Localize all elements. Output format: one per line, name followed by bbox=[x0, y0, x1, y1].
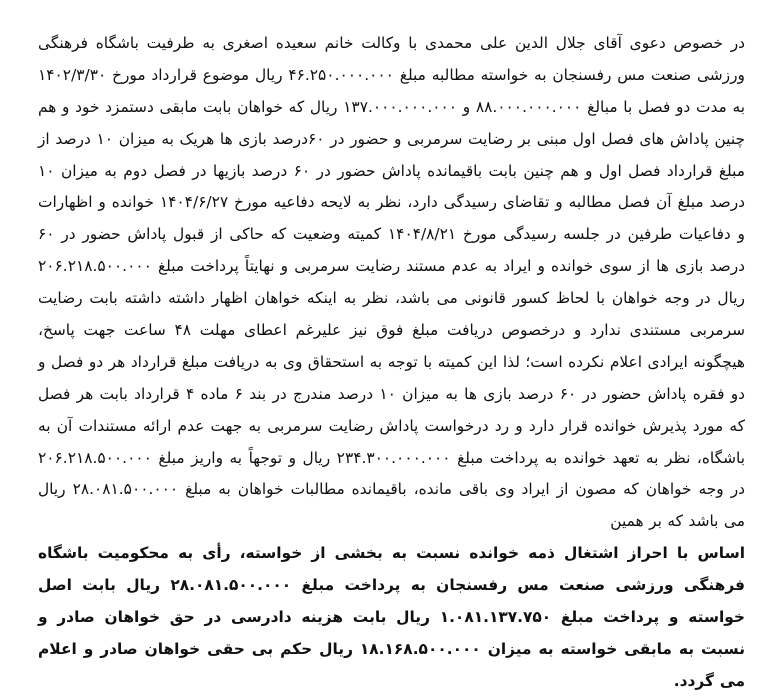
ruling-paragraph: اساس با احراز اشتغال ذمه خوانده نسبت به بخشی از خواسته، رأی به محکومیت باشگاه فرهنگی ورزشی صنعت مس رفسنجان به پرداخت مبلغ ۲۸.۰۸۱.۵۰۰.۰۰۰ ریال بابت اصل خواسته و پرداخت مبلغ ۱.۰۸۱.۱۳۷.۷۵۰ ریال بابت هزینه دادرسی در حق خواهان صادر و نسبت به مابقی خواسته به میزان ۱۸.۱۶۸.۵۰۰.۰۰۰ ریال حکم بی حقی خواهان صادر و اعلام می گردد. bbox=[38, 544, 746, 690]
body-paragraph: در خصوص دعوی آقای جلال الدین علی محمدی با وکالت خانم سعیده اصغری به طرفیت باشگاه فرهنگی ورزشی صنعت مس رفسنجان به خواسته مطالبه مبلغ ۴۶.۲۵۰.۰۰۰.۰۰۰ ریال موضوع قرارداد مورخ ۱۴۰۲/۳/۳۰ به مدت دو فصل با مبالغ ۸۸.۰۰۰.۰۰۰.۰۰۰ و ۱۳۷.۰۰۰.۰۰۰.۰۰۰ ریال که خواهان بابت مابقی دستمزد خود و هم چنین پاداش های فصل اول مبنی بر رضایت سرمربی و حضور در ۶۰درصد بازی ها هریک به میزان ۱۰ درصد از مبلغ قرارداد فصل اول و هم چنین بابت باقیمانده پاداش حضور در ۶۰ درصد بازیها در فصل دوم به میزان ۱۰ درصد مبلغ آن فصل مطالبه و تقاضای رسیدگی دارد، نظر به لایحه دفاعیه مورخ ۱۴۰۴/۶/۲۷ خوانده و اظهارات و دفاعیات طرفین در جلسه رسیدگی مورخ ۱۴۰۴/۸/۲۱ کمیته وضعیت که حاکی از قبول پاداش حضور در ۶۰ درصد بازی ها از سوی خوانده و ایراد به عدم مستند رضایت سرمربی و نهایتاً پرداخت مبلغ ۲۰۶.۲۱۸.۵۰۰.۰۰۰ ریال در وجه خواهان با لحاظ کسور قانونی می باشد، نظر به اینکه خواهان اظهار داشته داشته بابت رضایت سرمربی مستندی ندارد و درخصوص دریافت مبلغ فوق نیز علیرغم اعطای مهلت ۴۸ ساعت جهت پاسخ، هیچگونه ایرادی اعلام نکرده است؛ لذا این کمیته با توجه به استحقاق وی به دریافت مبلغ قرارداد هر دو فصل و دو فقره پاداش حضور در ۶۰ درصد بازی ها به میزان ۱۰ درصد مندرج در بند ۶ ماده ۴ قرارداد بابت هر فصل که مورد پذیرش خوانده قرار دارد و رد درخواست پاداش رضایت سرمربی به جهت عدم ارائه مستندات آن به باشگاه، نظر به تعهد خوانده به پرداخت مبلغ ۲۳۴.۳۰۰.۰۰۰.۰۰۰ ریال و توجهاً به واریز مبلغ ۲۰۶.۲۱۸.۵۰۰.۰۰۰ در وجه خواهان که مصون از ایراد وی باقی مانده، باقیمانده مطالبات خواهان به مبلغ ۲۸.۰۸۱.۵۰۰.۰۰۰ ریال می باشد که بر همین bbox=[38, 34, 745, 531]
document-body bbox=[38, 28, 745, 698]
